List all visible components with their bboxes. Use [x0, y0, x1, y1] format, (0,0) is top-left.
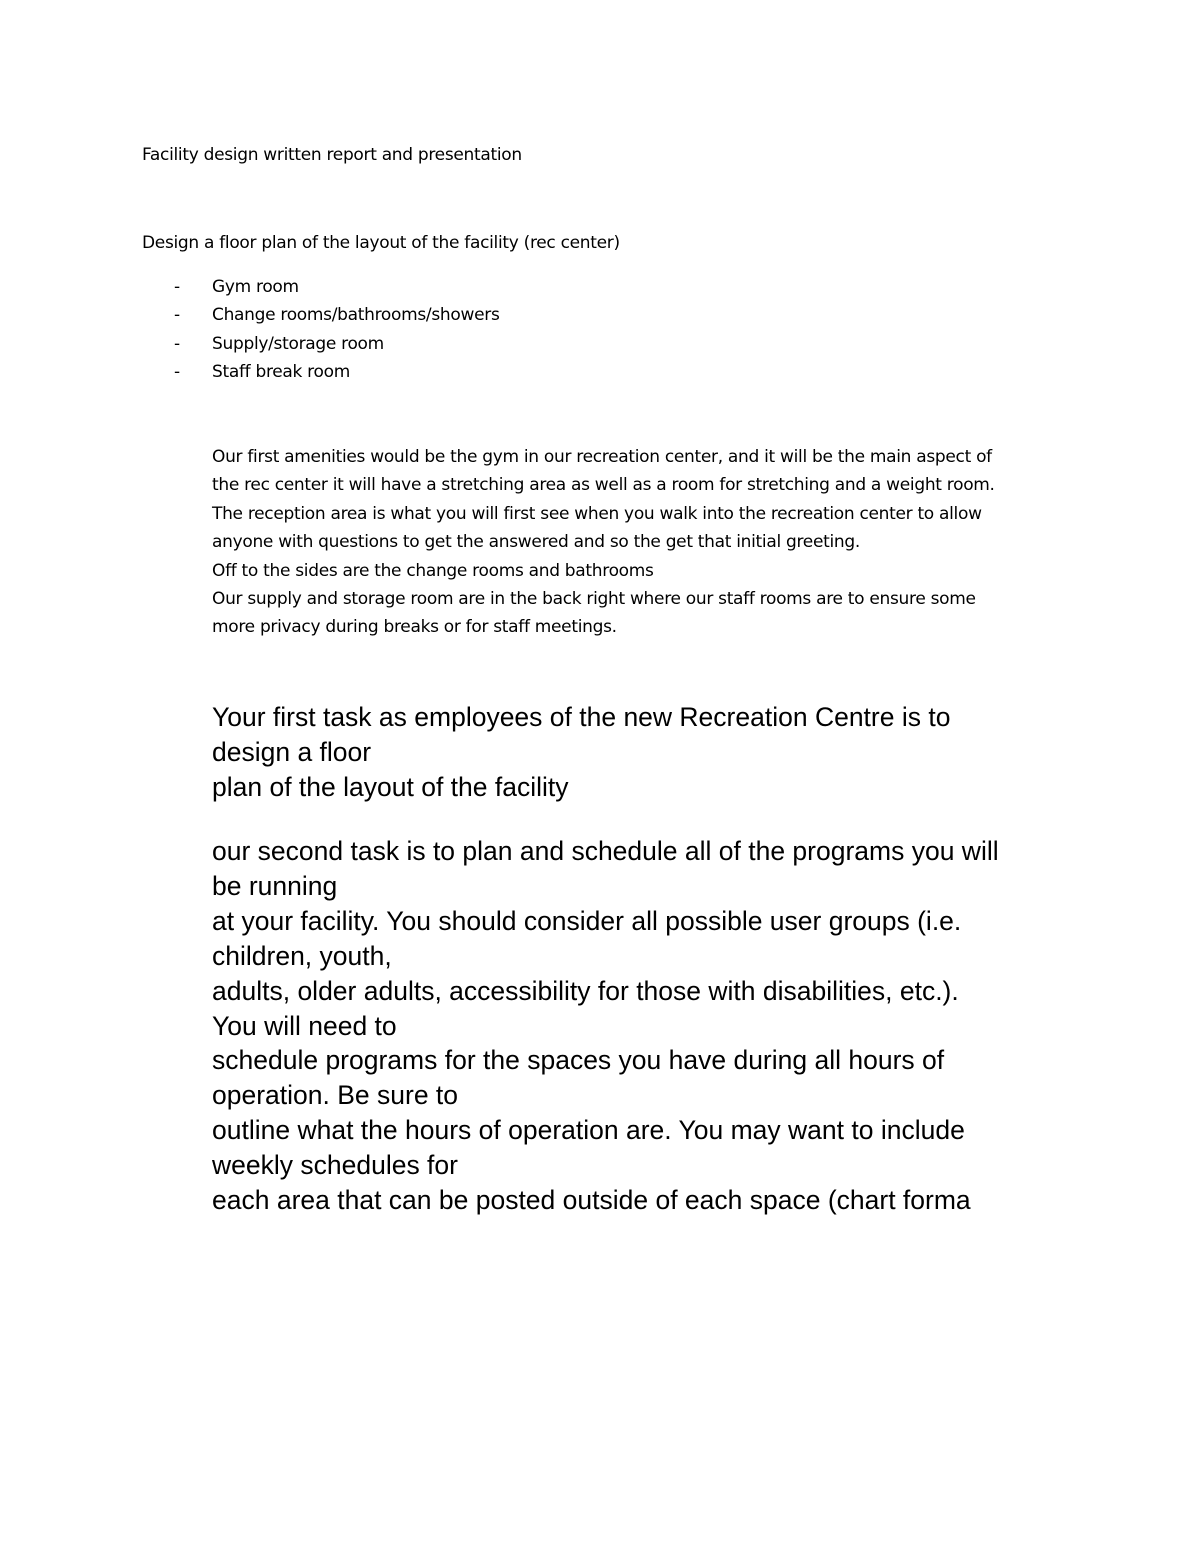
paragraph-line: Off to the sides are the change rooms and bathrooms	[212, 560, 654, 581]
bullet-dash: -	[174, 277, 180, 297]
list-item	[142, 358, 500, 386]
paragraph-line: The reception area is what you will first see when you walk into the recreation center to allow	[212, 503, 982, 524]
list-item-text: Gym room	[212, 277, 299, 297]
task-line: Your first task as employees of the new Recreation Centre is to	[212, 702, 951, 732]
task-line: plan of the layout of the facility	[212, 771, 569, 802]
task-line: You will need to	[212, 1010, 397, 1041]
description-paragraph	[212, 443, 995, 642]
task-line: schedule programs for the spaces you have during all hours of	[212, 1045, 945, 1076]
document-title: Facility design written report and presentation	[142, 145, 522, 165]
task-line: be running	[212, 870, 338, 901]
task-line: at your facility. You should consider all possible user groups (i.e.	[212, 905, 962, 936]
task-line: operation. Be sure to	[212, 1080, 459, 1111]
task-line: children, youth,	[212, 940, 392, 971]
task-line: outline what the hours of operation are. You may want to include	[212, 1115, 965, 1146]
bullet-dash: -	[174, 362, 180, 383]
task-line: adults, older adults, accessibility for those with disabilities, etc.).	[212, 975, 959, 1006]
room-list	[142, 273, 500, 387]
list-item-text: Supply/storage room	[212, 333, 384, 354]
list-item	[142, 273, 500, 301]
paragraph-line: more privacy during breaks or for staff meetings.	[212, 617, 617, 638]
paragraph-line: anyone with questions to get the answered and so the get that initial greeting.	[212, 532, 860, 553]
first-task-block	[212, 700, 950, 805]
paragraph-line: Our supply and storage room are in the back right where our staff rooms are to ensure some	[212, 589, 976, 610]
list-item-text: Staff break room	[212, 362, 350, 383]
list-item-text: Change rooms/bathrooms/showers	[212, 305, 500, 326]
task-line: weekly schedules for	[212, 1150, 458, 1181]
task-line: design a floor	[212, 736, 372, 767]
task-line: each area that can be posted outside of each space (chart forma	[212, 1185, 971, 1216]
task-line: our second task is to plan and schedule all of the programs you will	[212, 836, 999, 866]
bullet-dash: -	[174, 305, 180, 326]
bullet-dash: -	[174, 333, 180, 354]
list-item	[142, 330, 500, 358]
section-heading: Design a floor plan of the layout of the facility (rec center)	[142, 233, 620, 253]
second-task-block	[212, 834, 999, 1218]
paragraph-line: the rec center it will have a stretching area as well as a room for stretching and a weight room.	[212, 475, 995, 496]
list-item	[142, 301, 500, 329]
paragraph-line: Our first amenities would be the gym in our recreation center, and it will be the main aspect of	[212, 447, 992, 467]
